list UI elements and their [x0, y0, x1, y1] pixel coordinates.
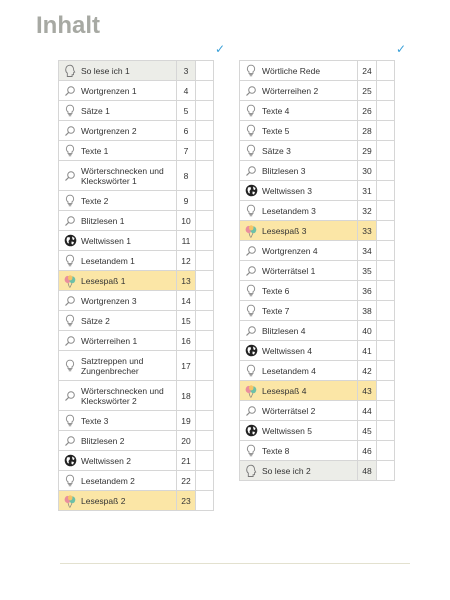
- checkbox-cell[interactable]: [196, 141, 214, 161]
- chapter-cell: [59, 351, 177, 381]
- magnifier-icon: [63, 84, 77, 98]
- table-row: [240, 121, 395, 141]
- page-number: 29: [358, 141, 377, 161]
- chapter-cell: [59, 491, 177, 511]
- checkbox-cell[interactable]: [196, 491, 214, 511]
- page-number: 28: [358, 121, 377, 141]
- chapter-cell: [240, 321, 358, 341]
- checkbox-cell[interactable]: [377, 281, 395, 301]
- table-row: [240, 61, 395, 81]
- head-icon: [244, 464, 258, 478]
- check-column-header-left: ✓: [215, 42, 226, 56]
- table-row: [240, 381, 395, 401]
- table-row: [59, 81, 214, 101]
- page-number: 42: [358, 361, 377, 381]
- magnifier-icon: [244, 84, 258, 98]
- page-number: 4: [177, 81, 196, 101]
- page-number: 46: [358, 441, 377, 461]
- page-number: 14: [177, 291, 196, 311]
- lightbulb-icon: [244, 364, 258, 378]
- chapter-label: Satztreppen und Zungenbrecher: [81, 355, 144, 376]
- checkbox-cell[interactable]: [196, 61, 214, 81]
- page-number: 40: [358, 321, 377, 341]
- chapter-label: Lesetandem 1: [81, 255, 135, 266]
- table-row: [59, 491, 214, 511]
- table-row: [240, 221, 395, 241]
- table-row: [59, 191, 214, 211]
- chapter-cell: [240, 101, 358, 121]
- table-row: [240, 81, 395, 101]
- checkbox-cell[interactable]: [377, 381, 395, 401]
- page-number: 10: [177, 211, 196, 231]
- chapter-cell: [240, 421, 358, 441]
- chapter-cell: [59, 211, 177, 231]
- chapter-label: Blitzlesen 2: [81, 435, 125, 446]
- table-row: [59, 271, 214, 291]
- chapter-label: Lesespaß 3: [262, 225, 307, 236]
- chapter-label: Sätze 2: [81, 315, 110, 326]
- checkbox-cell[interactable]: [196, 411, 214, 431]
- chapter-cell: [240, 441, 358, 461]
- table-row: [240, 201, 395, 221]
- chapter-cell: [240, 121, 358, 141]
- checkbox-cell[interactable]: [196, 231, 214, 251]
- chapter-label: Lesespaß 1: [81, 275, 126, 286]
- table-row: [240, 341, 395, 361]
- checkbox-cell[interactable]: [377, 61, 395, 81]
- table-row: [59, 451, 214, 471]
- checkbox-cell[interactable]: [377, 101, 395, 121]
- chapter-label: Texte 3: [81, 415, 109, 426]
- chapter-cell: [240, 281, 358, 301]
- checkbox-cell[interactable]: [196, 471, 214, 491]
- checkbox-cell[interactable]: [196, 351, 214, 381]
- lightbulb-icon: [244, 124, 258, 138]
- table-row: [240, 281, 395, 301]
- page-number: 48: [358, 461, 377, 481]
- chapter-label: Weltwissen 4: [262, 345, 312, 356]
- chapter-cell: [240, 241, 358, 261]
- page-number: 41: [358, 341, 377, 361]
- chapter-label: Wörterreihen 2: [262, 85, 319, 96]
- checkbox-cell[interactable]: [196, 431, 214, 451]
- chapter-label: Sätze 1: [81, 105, 110, 116]
- page-number: 38: [358, 301, 377, 321]
- chapter-cell: [59, 451, 177, 471]
- page-number: 11: [177, 231, 196, 251]
- chapter-cell: [59, 121, 177, 141]
- page-number: 24: [358, 61, 377, 81]
- chapter-label: So lese ich 1: [81, 65, 130, 76]
- checkbox-cell[interactable]: [196, 311, 214, 331]
- table-row: [59, 311, 214, 331]
- page-number: 35: [358, 261, 377, 281]
- checkbox-cell[interactable]: [196, 101, 214, 121]
- chapter-cell: [59, 101, 177, 121]
- lightbulb-icon: [244, 64, 258, 78]
- chapter-cell: [240, 141, 358, 161]
- checkbox-cell[interactable]: [377, 301, 395, 321]
- page-number: 15: [177, 311, 196, 331]
- toc-table-left: [58, 60, 214, 511]
- chapter-label: Texte 7: [262, 305, 290, 316]
- chapter-label: Wortgrenzen 1: [81, 85, 137, 96]
- checkbox-cell[interactable]: [196, 381, 214, 411]
- checkbox-cell[interactable]: [377, 421, 395, 441]
- chapter-cell: [59, 61, 177, 81]
- chapter-label: Weltwissen 3: [262, 185, 312, 196]
- table-row: [59, 161, 214, 191]
- chapter-cell: [59, 311, 177, 331]
- magnifier-icon: [63, 169, 77, 183]
- page-title: Inhalt: [36, 12, 100, 39]
- chapter-cell: [59, 231, 177, 251]
- magnifier-icon: [63, 389, 77, 403]
- chapter-cell: [59, 431, 177, 451]
- lightbulb-icon: [244, 144, 258, 158]
- checkbox-cell[interactable]: [377, 361, 395, 381]
- chapter-cell: [240, 401, 358, 421]
- page-number: 36: [358, 281, 377, 301]
- globe-icon: [244, 424, 258, 438]
- balloons-icon: [244, 224, 258, 238]
- page-number: 12: [177, 251, 196, 271]
- checkbox-cell[interactable]: [377, 141, 395, 161]
- chapter-label: Wörtliche Rede: [262, 65, 321, 76]
- checkbox-cell[interactable]: [377, 241, 395, 261]
- magnifier-icon: [244, 164, 258, 178]
- page-number: 45: [358, 421, 377, 441]
- checkbox-cell[interactable]: [196, 211, 214, 231]
- chapter-label: Lesetandem 3: [262, 205, 316, 216]
- magnifier-icon: [244, 244, 258, 258]
- chapter-label: Texte 6: [262, 285, 290, 296]
- page-number: 17: [177, 351, 196, 381]
- magnifier-icon: [244, 324, 258, 338]
- footer-divider: [60, 563, 410, 564]
- magnifier-icon: [244, 264, 258, 278]
- head-icon: [63, 64, 77, 78]
- checkbox-cell[interactable]: [377, 321, 395, 341]
- chapter-label: Wortgrenzen 4: [262, 245, 318, 256]
- table-row: [240, 441, 395, 461]
- chapter-cell: [59, 411, 177, 431]
- lightbulb-icon: [63, 254, 77, 268]
- chapter-cell: [240, 301, 358, 321]
- chapter-cell: [59, 291, 177, 311]
- page-number: 26: [358, 101, 377, 121]
- lightbulb-icon: [63, 194, 77, 208]
- table-row: [240, 241, 395, 261]
- table-row: [240, 181, 395, 201]
- lightbulb-icon: [63, 359, 77, 373]
- balloons-icon: [63, 274, 77, 288]
- checkbox-cell[interactable]: [377, 161, 395, 181]
- lightbulb-icon: [244, 444, 258, 458]
- table-row: [59, 251, 214, 271]
- page-number: 3: [177, 61, 196, 81]
- balloons-icon: [63, 494, 77, 508]
- chapter-label: Texte 1: [81, 145, 109, 156]
- checkbox-cell[interactable]: [377, 441, 395, 461]
- page-number: 8: [177, 161, 196, 191]
- chapter-label: Blitzlesen 1: [81, 215, 125, 226]
- checkbox-cell[interactable]: [196, 191, 214, 211]
- page-number: 6: [177, 121, 196, 141]
- table-row: [240, 261, 395, 281]
- page-number: 7: [177, 141, 196, 161]
- page-number: 25: [358, 81, 377, 101]
- chapter-cell: [59, 271, 177, 291]
- table-row: [59, 351, 214, 381]
- balloons-icon: [244, 384, 258, 398]
- lightbulb-icon: [244, 284, 258, 298]
- checkbox-cell[interactable]: [196, 331, 214, 351]
- page-number: 31: [358, 181, 377, 201]
- globe-icon: [244, 344, 258, 358]
- chapter-cell: [59, 471, 177, 491]
- page-number: 19: [177, 411, 196, 431]
- chapter-label: Wörterrätsel 2: [262, 405, 316, 416]
- table-row: [59, 431, 214, 451]
- checkbox-cell[interactable]: [377, 221, 395, 241]
- chapter-label: Weltwissen 2: [81, 455, 131, 466]
- checkbox-cell[interactable]: [196, 271, 214, 291]
- globe-icon: [244, 184, 258, 198]
- chapter-cell: [59, 331, 177, 351]
- chapter-label: Wörterschnecken und Kleckswörter 2: [81, 385, 164, 406]
- magnifier-icon: [63, 434, 77, 448]
- chapter-cell: [59, 161, 177, 191]
- chapter-label: Weltwissen 5: [262, 425, 312, 436]
- table-row: [240, 161, 395, 181]
- globe-icon: [63, 454, 77, 468]
- checkbox-cell[interactable]: [377, 201, 395, 221]
- chapter-cell: [240, 221, 358, 241]
- chapter-cell: [240, 341, 358, 361]
- chapter-label: Lesespaß 4: [262, 385, 307, 396]
- chapter-label: Weltwissen 1: [81, 235, 131, 246]
- page-number: 9: [177, 191, 196, 211]
- chapter-label: Lesespaß 2: [81, 495, 126, 506]
- chapter-cell: [59, 141, 177, 161]
- checkbox-cell[interactable]: [377, 121, 395, 141]
- chapter-label: Texte 4: [262, 105, 290, 116]
- chapter-label: Wörterreihen 1: [81, 335, 138, 346]
- globe-icon: [63, 234, 77, 248]
- chapter-cell: [59, 251, 177, 271]
- chapter-cell: [240, 361, 358, 381]
- chapter-label: Wortgrenzen 3: [81, 295, 137, 306]
- table-row: [240, 461, 395, 481]
- chapter-cell: [240, 261, 358, 281]
- table-row: [240, 361, 395, 381]
- lightbulb-icon: [63, 144, 77, 158]
- chapter-cell: [59, 81, 177, 101]
- checkbox-cell[interactable]: [196, 291, 214, 311]
- chapter-label: Texte 8: [262, 445, 290, 456]
- table-row: [59, 471, 214, 491]
- chapter-label: Wortgrenzen 2: [81, 125, 137, 136]
- table-row: [59, 61, 214, 81]
- chapter-label: Texte 2: [81, 195, 109, 206]
- magnifier-icon: [63, 124, 77, 138]
- chapter-label: Texte 5: [262, 125, 290, 136]
- checkbox-cell[interactable]: [196, 161, 214, 191]
- chapter-cell: [59, 191, 177, 211]
- checkbox-cell[interactable]: [377, 401, 395, 421]
- chapter-cell: [240, 461, 358, 481]
- lightbulb-icon: [63, 474, 77, 488]
- checkbox-cell[interactable]: [196, 121, 214, 141]
- check-column-header-right: ✓: [396, 42, 407, 56]
- chapter-label: Blitzlesen 3: [262, 165, 306, 176]
- table-row: [59, 121, 214, 141]
- chapter-cell: [240, 201, 358, 221]
- page-number: 13: [177, 271, 196, 291]
- checkbox-cell[interactable]: [377, 461, 395, 481]
- lightbulb-icon: [244, 204, 258, 218]
- table-row: [59, 411, 214, 431]
- page-number: 33: [358, 221, 377, 241]
- chapter-cell: [240, 181, 358, 201]
- table-row: [59, 211, 214, 231]
- page-number: 18: [177, 381, 196, 411]
- page-number: 44: [358, 401, 377, 421]
- chapter-cell: [240, 381, 358, 401]
- magnifier-icon: [244, 404, 258, 418]
- chapter-label: Sätze 3: [262, 145, 291, 156]
- lightbulb-icon: [63, 314, 77, 328]
- chapter-label: Wörterschnecken und Kleckswörter 1: [81, 165, 164, 186]
- page-number: 16: [177, 331, 196, 351]
- page-number: 34: [358, 241, 377, 261]
- checkbox-cell[interactable]: [196, 451, 214, 471]
- toc-table-right: [239, 60, 395, 481]
- chapter-cell: [240, 81, 358, 101]
- magnifier-icon: [63, 294, 77, 308]
- table-row: [59, 331, 214, 351]
- table-row: [240, 301, 395, 321]
- chapter-label: Blitzlesen 4: [262, 325, 306, 336]
- table-row: [59, 291, 214, 311]
- checkbox-cell[interactable]: [377, 181, 395, 201]
- table-row: [59, 101, 214, 121]
- chapter-cell: [240, 61, 358, 81]
- page-number: 22: [177, 471, 196, 491]
- magnifier-icon: [63, 214, 77, 228]
- table-row: [240, 421, 395, 441]
- table-row: [59, 141, 214, 161]
- table-row: [59, 381, 214, 411]
- page-number: 20: [177, 431, 196, 451]
- chapter-label: So lese ich 2: [262, 465, 311, 476]
- page-number: 43: [358, 381, 377, 401]
- magnifier-icon: [63, 334, 77, 348]
- table-row: [59, 231, 214, 251]
- lightbulb-icon: [244, 304, 258, 318]
- checkbox-cell[interactable]: [196, 251, 214, 271]
- page-number: 30: [358, 161, 377, 181]
- checkbox-cell[interactable]: [377, 341, 395, 361]
- chapter-label: Lesetandem 4: [262, 365, 316, 376]
- lightbulb-icon: [63, 414, 77, 428]
- page-number: 23: [177, 491, 196, 511]
- checkbox-cell[interactable]: [196, 81, 214, 101]
- checkbox-cell[interactable]: [377, 261, 395, 281]
- chapter-label: Lesetandem 2: [81, 475, 135, 486]
- chapter-cell: [240, 161, 358, 181]
- table-row: [240, 401, 395, 421]
- chapter-label: Wörterrätsel 1: [262, 265, 316, 276]
- page-number: 32: [358, 201, 377, 221]
- table-row: [240, 141, 395, 161]
- chapter-cell: [59, 381, 177, 411]
- page-number: 5: [177, 101, 196, 121]
- table-row: [240, 101, 395, 121]
- table-row: [240, 321, 395, 341]
- lightbulb-icon: [63, 104, 77, 118]
- page-number: 21: [177, 451, 196, 471]
- lightbulb-icon: [244, 104, 258, 118]
- checkbox-cell[interactable]: [377, 81, 395, 101]
